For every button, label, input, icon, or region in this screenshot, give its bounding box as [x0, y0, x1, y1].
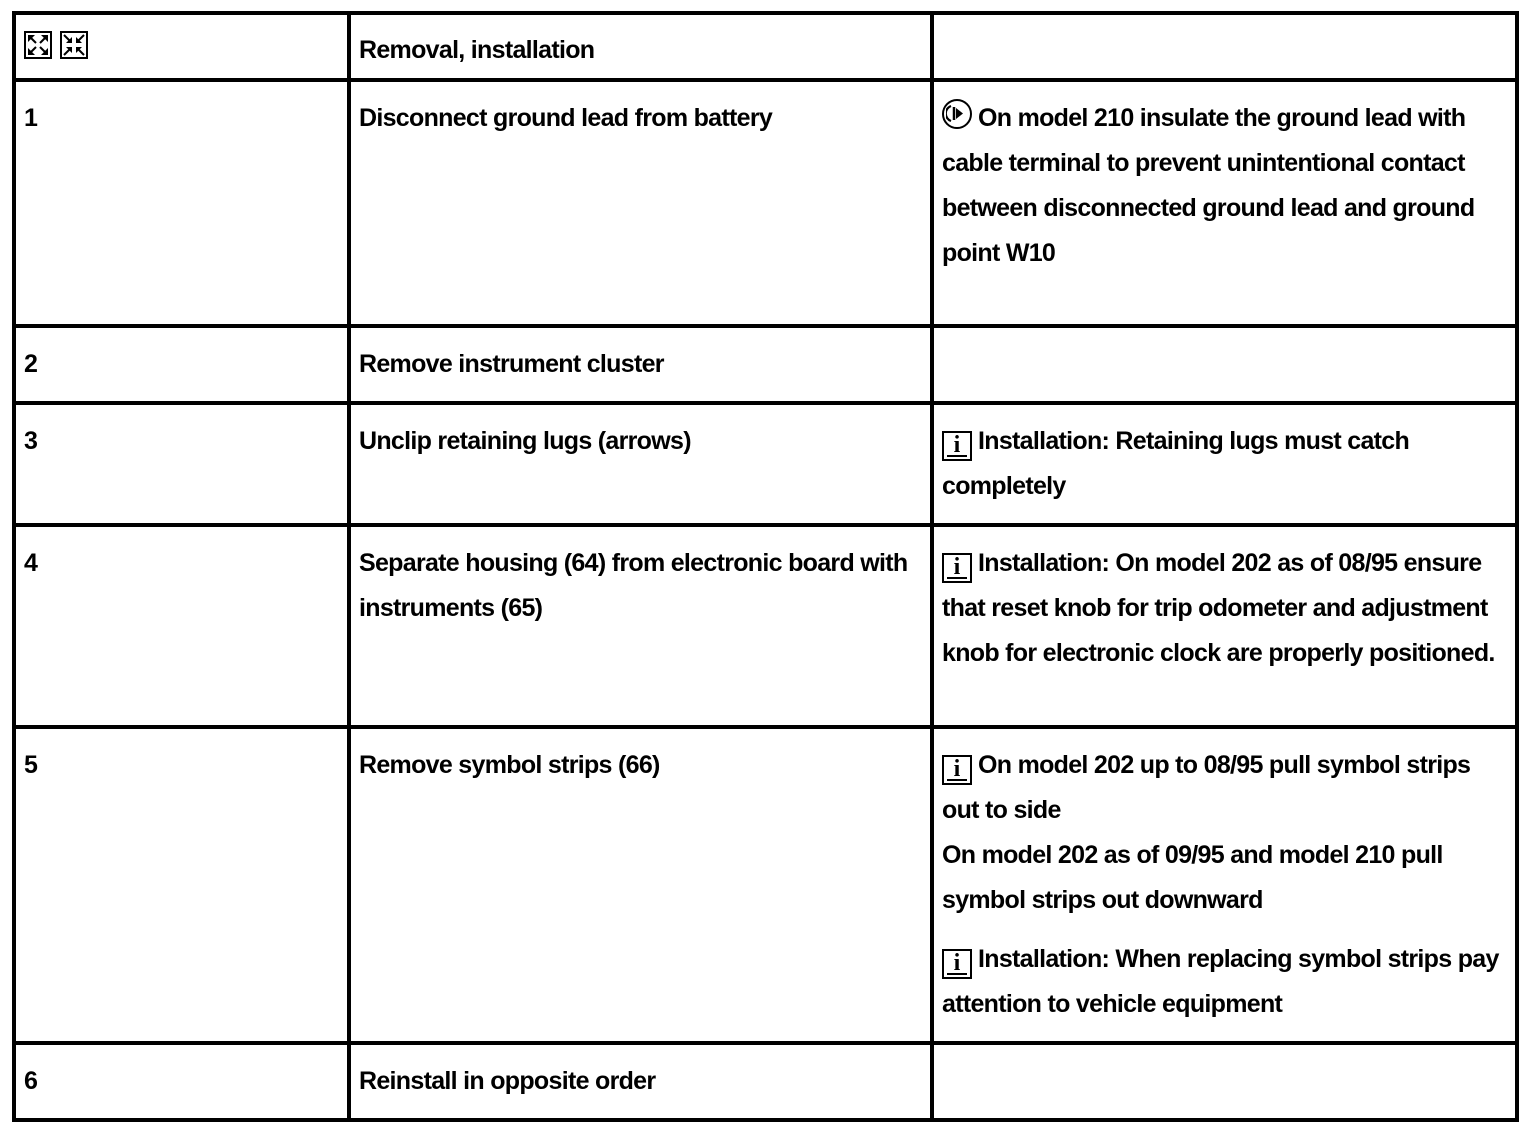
step-notes: [932, 80, 1517, 326]
note-text: Installation: When replacing symbol strips pay attention to vehicle equipment: [942, 945, 1499, 1018]
step-number: 1: [14, 80, 349, 326]
header-notes-cell: [932, 13, 1517, 80]
header-icon-cell: [14, 13, 349, 80]
note: [942, 96, 1507, 276]
step-notes: [932, 525, 1517, 727]
step-notes: [932, 1043, 1517, 1120]
note-text: Installation: Retaining lugs must catch completely: [942, 427, 1410, 500]
step-number: 4: [14, 525, 349, 727]
step-action: Remove symbol strips (66): [349, 727, 932, 1043]
step-action: Disconnect ground lead from battery: [349, 80, 932, 326]
info-icon: i: [942, 949, 972, 979]
step-notes: [932, 403, 1517, 525]
procedure-table: [12, 11, 1519, 1122]
collapse-icon[interactable]: [60, 31, 88, 59]
step-number: 5: [14, 727, 349, 1043]
step-number: 6: [14, 1043, 349, 1120]
step-number: 2: [14, 326, 349, 403]
table-row: [14, 326, 1517, 403]
warning-icon: [942, 99, 972, 129]
info-icon: i: [942, 431, 972, 461]
note-text: Installation: On model 202 as of 08/95 ensure that reset knob for trip odometer and adjustment knob for electronic clock are properly positioned.: [942, 549, 1495, 667]
step-action: Remove instrument cluster: [349, 326, 932, 403]
note-continuation: On model 202 as of 09/95 and model 210 pull symbol strips out downward: [942, 841, 1443, 914]
step-action: Unclip retaining lugs (arrows): [349, 403, 932, 525]
step-notes: [932, 326, 1517, 403]
note: [942, 541, 1507, 676]
table-row: [14, 727, 1517, 1043]
table-row: [14, 403, 1517, 525]
note: [942, 743, 1507, 923]
table-row: [14, 1043, 1517, 1120]
info-icon: i: [942, 553, 972, 583]
note: [942, 419, 1507, 509]
header-title: Removal, installation: [349, 13, 932, 80]
step-action: Reinstall in opposite order: [349, 1043, 932, 1120]
expand-icon[interactable]: [24, 31, 52, 59]
step-action: Separate housing (64) from electronic board with instruments (65): [349, 525, 932, 727]
note-text: On model 210 insulate the ground lead with cable terminal to prevent unintentional contact between disconnected ground lead and ground point W10: [942, 104, 1475, 267]
table-header-row: [14, 13, 1517, 80]
step-notes: [932, 727, 1517, 1043]
step-number: 3: [14, 403, 349, 525]
note-text: On model 202 up to 08/95 pull symbol strips out to side: [942, 751, 1471, 824]
info-icon: i: [942, 755, 972, 785]
table-row: [14, 525, 1517, 727]
table-row: [14, 80, 1517, 326]
note: [942, 937, 1507, 1027]
